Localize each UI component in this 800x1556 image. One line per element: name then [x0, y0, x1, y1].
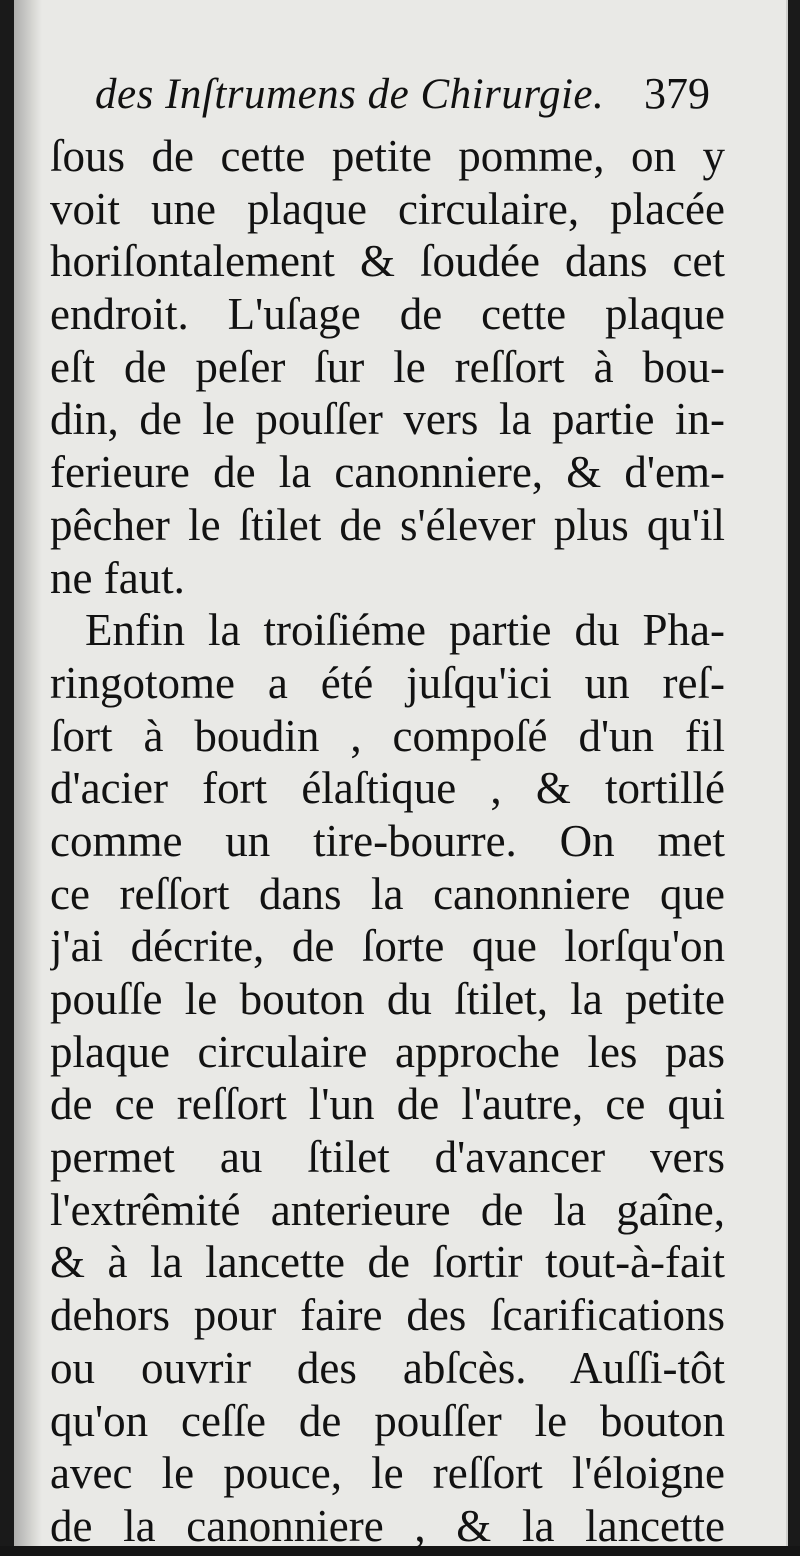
text-line: ringotome a été juſqu'ici un reſ-	[50, 657, 725, 708]
running-head	[95, 68, 710, 128]
text-line: eſt de peſer ſur le reſſort à bou-	[50, 341, 725, 392]
text-line: horiſontalement & ſoudée dans cet	[50, 236, 725, 287]
running-head-title: des Inſtrumens de Chirurgie.	[95, 71, 605, 118]
text-line: avec le pouce, le reſſort l'éloigne	[50, 1448, 725, 1499]
text-line: dehors pour faire des ſcarifications	[50, 1290, 725, 1341]
text-line: voit une plaque circulaire, placée	[50, 183, 725, 234]
paragraph-start-line: Enfin la troiſiéme partie du Pha-	[85, 605, 725, 656]
page-number: 379	[644, 69, 710, 118]
text-line: d'acier fort élaſtique , & tortillé	[50, 763, 725, 814]
text-line: plaque circulaire approche les pas	[50, 1026, 725, 1077]
text-line: din, de le pouſſer vers la partie in-	[50, 394, 725, 445]
text-line: l'extrêmité anterieure de la gaîne,	[50, 1184, 725, 1235]
text-line: de la canonniere , & la lancette	[50, 1500, 725, 1551]
text-line: ou ouvrir des abſcès. Auſſi-tôt	[50, 1342, 725, 1393]
text-line: ce reſſort dans la canonniere que	[50, 868, 725, 919]
text-line: j'ai décrite, de ſorte que lorſqu'on	[50, 921, 725, 972]
text-line: ſort à boudin , compoſé d'un fil	[50, 710, 725, 761]
text-line: ſous de cette petite pomme, on y	[50, 131, 725, 181]
text-line: qu'on ceſſe de pouſſer le bouton	[50, 1395, 725, 1446]
spine-shadow	[14, 0, 42, 1546]
text-line: de ce reſſort l'un de l'autre, ce qui	[50, 1079, 725, 1130]
text-line: & à la lancette de ſortir tout-à-fait	[50, 1237, 725, 1288]
text-line: pêcher le ſtilet de s'élever plus qu'il	[50, 499, 725, 550]
text-line: endroit. L'uſage de cette plaque	[50, 289, 725, 340]
body-text	[50, 130, 725, 1553]
text-line: permet au ſtilet d'avancer vers	[50, 1132, 725, 1183]
text-line: pouſſe le bouton du ſtilet, la petite	[50, 974, 725, 1024]
text-line: comme un tire-bourre. On met	[50, 815, 725, 866]
paragraph-end-line: ne faut.	[50, 552, 185, 603]
text-line: ferieure de la canonniere, & d'em-	[50, 447, 725, 498]
